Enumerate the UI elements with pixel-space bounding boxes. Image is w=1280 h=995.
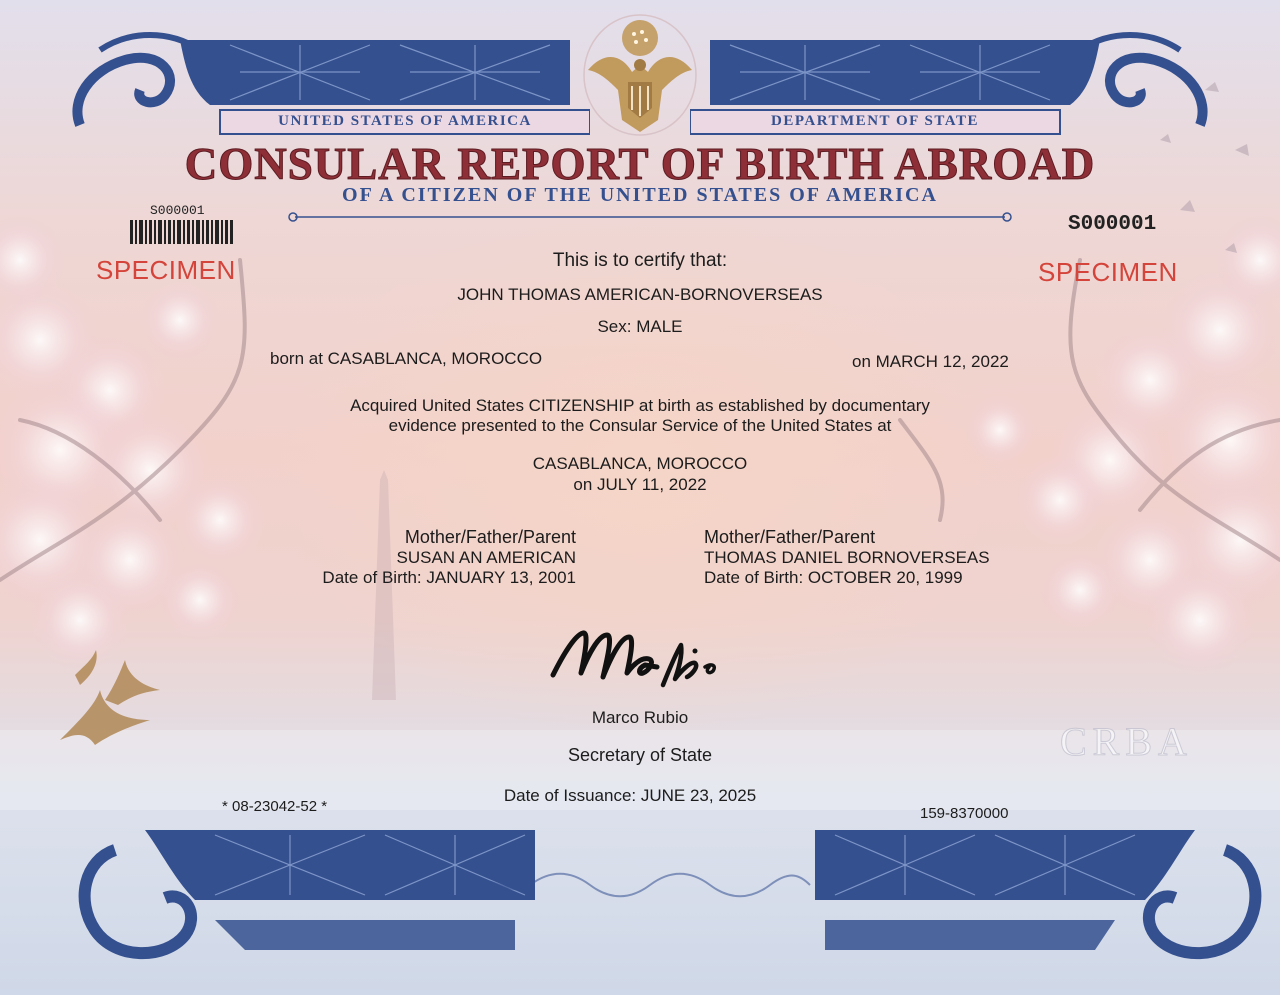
- parent-label: Mother/Father/Parent: [404, 527, 576, 547]
- signatory-title: Secretary of State: [567, 745, 713, 765]
- crba-watermark: CRBA: [1060, 719, 1193, 764]
- consular-date: on JULY 11, 2022: [573, 475, 707, 494]
- subject-name: JOHN THOMAS AMERICAN-BORNOVERSEAS: [457, 285, 823, 304]
- citizenship-statement-line1: Acquired United States CITIZENSHIP at birth as established by documentary: [350, 396, 930, 415]
- banner-united-states: UNITED STATES OF AMERICA: [278, 113, 532, 129]
- parent-dob: Date of Birth: JANUARY 13, 2001: [322, 568, 576, 587]
- document-subtitle: OF A CITIZEN OF THE UNITED STATES OF AMERICA: [342, 184, 938, 206]
- parent-name: SUSAN AN AMERICAN: [396, 548, 576, 567]
- serial-number-right: S000001: [1068, 213, 1157, 236]
- birth-place: born at CASABLANCA, MOROCCO: [270, 349, 543, 368]
- parent-block-1: [276, 527, 576, 588]
- signature-image: [545, 615, 745, 705]
- document-number-left: * 08-23042-52 *: [222, 798, 328, 815]
- banner-department-of-state: DEPARTMENT OF STATE: [771, 113, 979, 129]
- barcode-icon: [130, 220, 234, 244]
- bottom-center-guilloche: [460, 870, 820, 900]
- certify-intro: This is to certify that:: [552, 250, 728, 271]
- eagle-seal-icon: [580, 10, 700, 140]
- parent-block-2: [704, 527, 1044, 588]
- document-title: CONSULAR REPORT OF BIRTH ABROAD: [184, 139, 1096, 189]
- specimen-label-left: SPECIMEN: [96, 255, 236, 285]
- citizenship-statement-line2: evidence presented to the Consular Service of the United States at: [388, 416, 892, 435]
- birth-date: on MARCH 12, 2022: [852, 352, 1009, 371]
- serial-number-left: S000001: [150, 203, 205, 218]
- parent-name: THOMAS DANIEL BORNOVERSEAS: [704, 548, 990, 567]
- parent-dob: Date of Birth: OCTOBER 20, 1999: [704, 568, 963, 587]
- bottom-right-banner-ornament: [815, 820, 1265, 970]
- signatory-name: Marco Rubio: [591, 708, 689, 727]
- parent-label: Mother/Father/Parent: [704, 527, 876, 547]
- specimen-label-right: SPECIMEN: [1038, 257, 1178, 287]
- issuance-date: Date of Issuance: JUNE 23, 2025: [503, 786, 757, 805]
- document-number-right: 159-8370000: [920, 805, 1009, 822]
- title-divider: [285, 210, 1015, 224]
- consular-location: CASABLANCA, MOROCCO: [532, 454, 748, 473]
- subject-sex: Sex: MALE: [597, 317, 683, 336]
